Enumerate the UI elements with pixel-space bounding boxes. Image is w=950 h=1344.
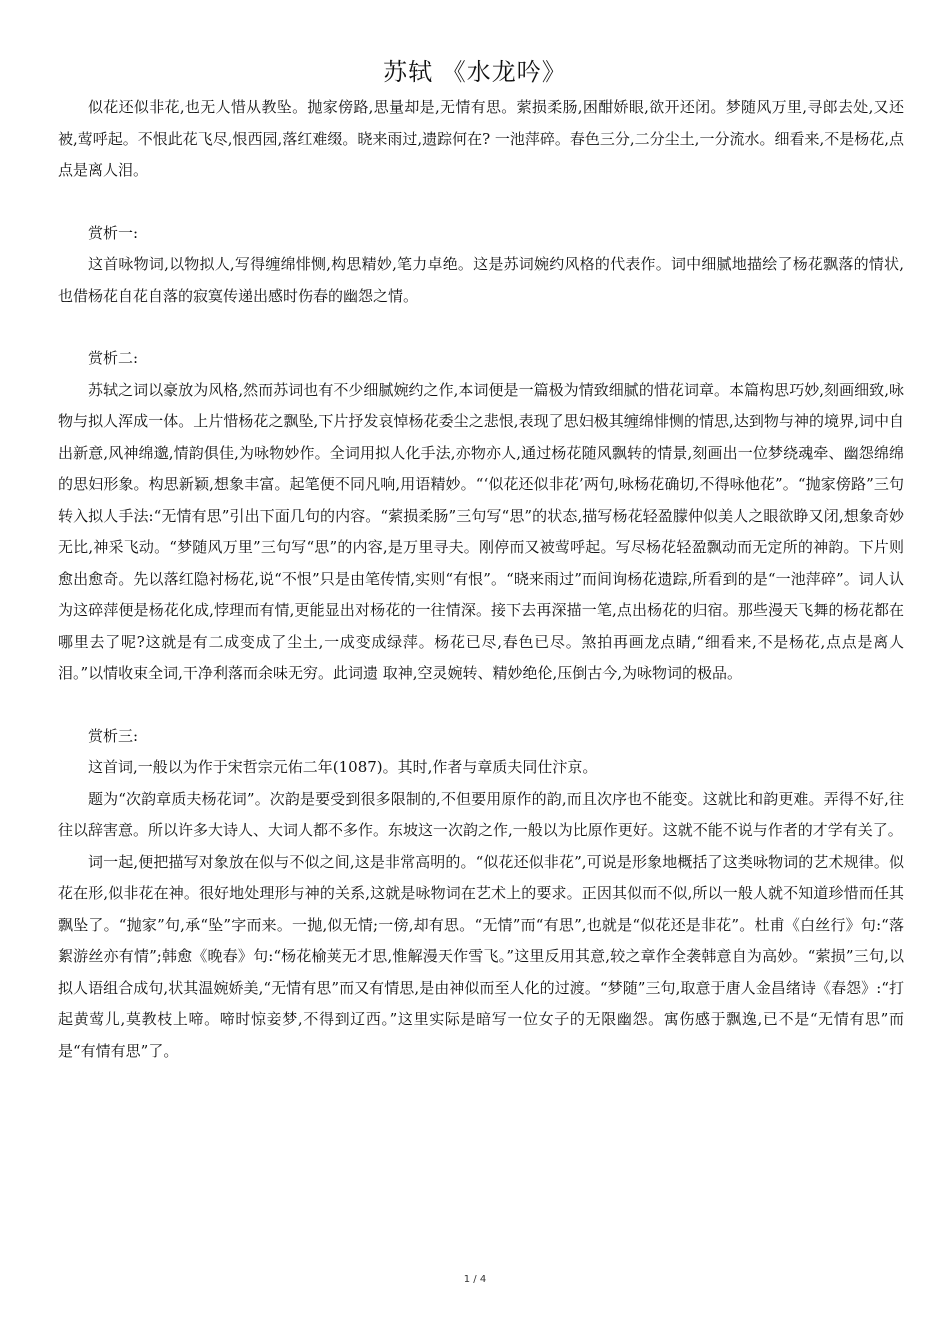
spacer [58, 690, 904, 721]
section-heading-2: 赏析二: [88, 349, 139, 367]
section-2-paragraph: 苏轼之词以豪放为风格,然而苏词也有不少细腻婉约之作,本词便是一篇极为情致细腻的惜花词章。本篇构思巧妙,刻画细致,咏物与拟人浑成一体。上片惜杨花之飘坠,下片抒发哀悼杨花委尘之悲恨,表现了思妇极其缠绵悱恻的情思,达到物与神的境界,词中自出新意,风神绵邈,情韵俱佳,为咏物妙作。全词用拟人化手法,亦物亦人,通过杨花随风飘转的情景,刻画出一位梦绕魂牵、幽怨绵绵的思妇形象。构思新颖,想象丰富。起笔便不同凡响,用语精妙。“‘似花还似非花’两句,咏杨花确切,不得咏他花”。“抛家傍路”三句转入拟人手法:“无情有思”引出下面几句的内容。“萦损柔肠”三句写“思”的状态,描写杨花轻盈朦仲似美人之眼欲睁又闭,想象奇妙无比,神采飞动。“梦随风万里”三句写“思”的内容,是万里寻夫。刚停而又被莺呼起。写尽杨花轻盈飘动而无定所的神韵。下片则愈出愈奇。先以落红隐衬杨花,说“不恨”只是由笔传情,实则“有恨”。“晓来雨过”而间询杨花遗踪,所看到的是“一池萍碎”。词人认为这碎萍便是杨花化成,悖理而有情,更能显出对杨花的一往情深。接下去再深描一笔,点出杨花的归宿。那些漫天飞舞的杨花都在哪里去了呢?这就是有二成变成了尘土,一成变成绿萍。杨花已尽,春色已尽。煞拍再画龙点睛,“细看来,不是杨花,点点是离人泪。”以情收束全词,干净利落而余味无穷。此词遗 取神,空灵婉转、精妙绝伦,压倒古今,为咏物词的极品。 [58, 380, 904, 682]
section-3-paragraph-1: 这首词,一般以为作于宋哲宗元佑二年(1087)。其时,作者与章质夫同仕汴京。 [88, 758, 598, 776]
section-heading-1: 赏析一: [88, 223, 139, 242]
section-3-paragraph-3: 词一起,便把描写对象放在似与不似之间,这是非常高明的。“似花还似非花”,可说是形象地概括了这类咏物词的艺术规律。似花在形,似非花在神。很好地处理形与神的关系,这就是咏物词在艺术上的要求。正因其似而不似,所以一般人就不知道珍惜而任其飘坠了。“抛家”句,承“坠”字而来。一抛,似无情;一傍,却有思。“无情”而“有思”,也就是“似花还是非花”。杜甫《白丝行》句:“落絮游丝亦有情”;韩愈《晚春》句:“杨花榆荚无才思,惟解漫天作雪飞。”这里反用其意,较之章作全袭韩意自为高妙。“萦损”三句,以拟人语组合成句,状其温婉娇美,“无情有思”而又有情思,是由神似而至人化的过渡。“梦随”三句,取意于唐人金昌绪诗《春怨》:“打起黄莺儿,莫教枝上啼。啼时惊妾梦,不得到辽西。”这里实际是暗写一位女子的无限幽怨。寓伤感于飘逸,已不是“无情有思”而是“有情有思”了。 [58, 852, 904, 1060]
section-3-paragraph-2: 题为“次韵章质夫杨花词”。次韵是要受到很多限制的,不但要用原作的韵,而且次序也不能变。这就比和韵更难。弄得不好,往往以辞害意。所以许多大诗人、大词人都不多作。东坡这一次韵之作,一般以为比原作更好。这就不能不说与作者的才学有关了。 [58, 789, 904, 839]
spacer [58, 187, 904, 218]
document-body [58, 92, 904, 1067]
page-title: 苏轼 《水龙吟》 [383, 58, 567, 86]
page-number: 1 / 4 [463, 1274, 487, 1285]
poem-text: 似花还似非花,也无人惜从教坠。抛家傍路,思量却是,无情有思。萦损柔肠,困酣娇眼,欲开还闭。梦随风万里,寻郎去处,又还被,莺呼起。不恨此花飞尽,恨西园,落红难缀。晓来雨过,遗踪何在? 一池萍碎。春色三分,二分尘土,一分流水。细看来,不是杨花,点点是离人泪。 [58, 98, 904, 179]
spacer [58, 312, 904, 343]
section-1-paragraph: 这首咏物词,以物拟人,写得缠绵悱恻,构思精妙,笔力卓绝。这是苏词婉约风格的代表作。词中细腻地描绘了杨花飘落的情状,也借杨花自花自落的寂寞传递出感时伤春的幽怨之情。 [58, 255, 904, 305]
section-heading-3: 赏析三: [88, 726, 139, 745]
